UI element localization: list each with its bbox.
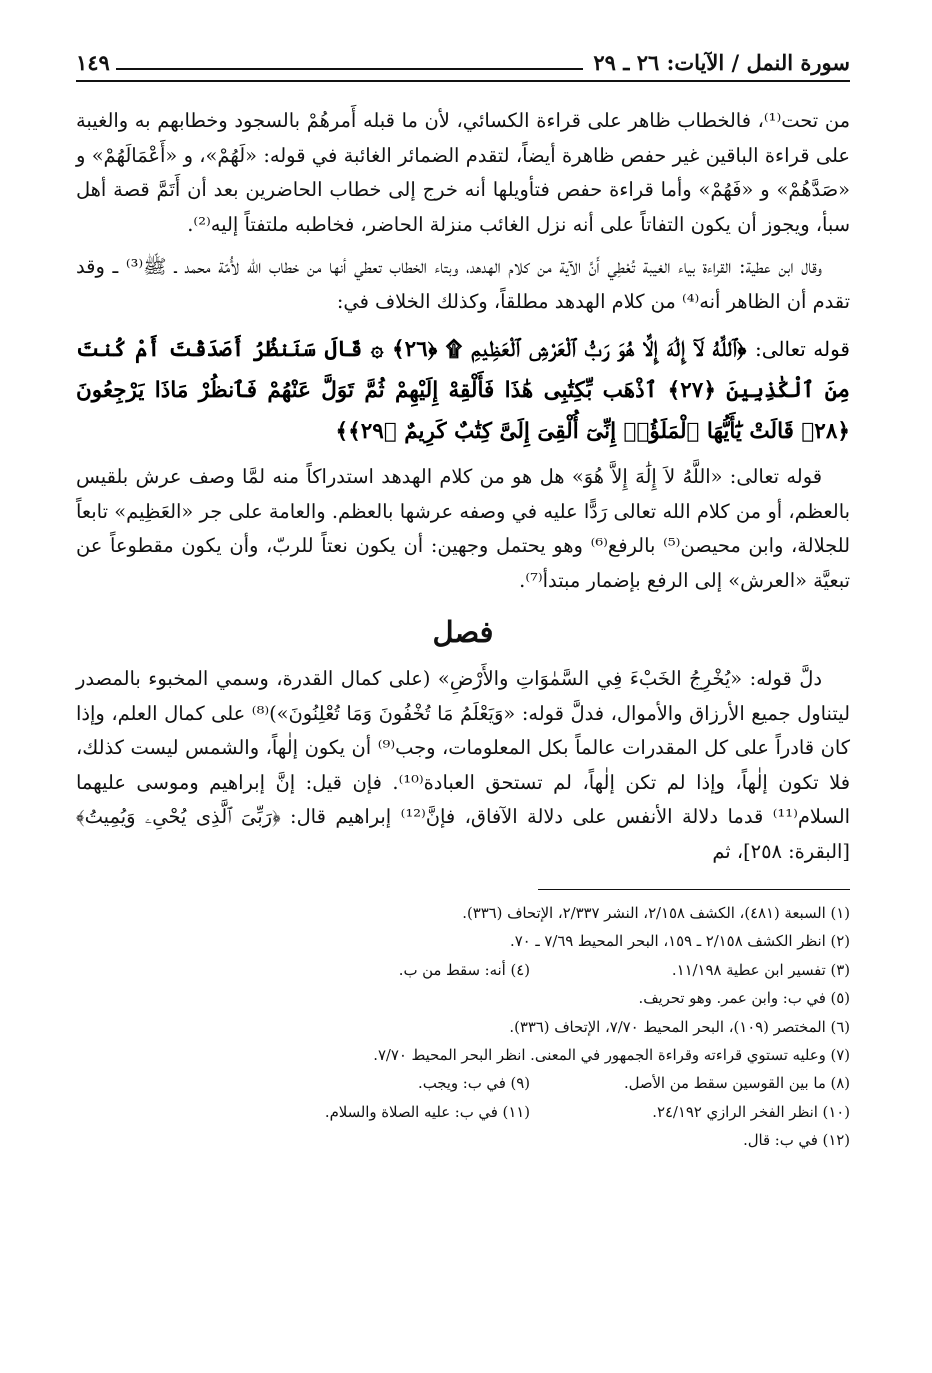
footnotes — [76, 900, 850, 1156]
footnote-separator — [538, 889, 850, 890]
section-heading: فصل — [432, 615, 494, 649]
paragraph-1: من تحت⁽¹⁾، فالخطاب ظاهر على قراءة الكسائي، لأن ما قبله أَمرهُمْ بالسجود وخطابهم به والغيبة على قراءة الباقين غير حفص ظاهرة أيضاً، لتقدم الضمائر الغائبة في قوله: «لَهُمْ»، و «أَعْمَالَهُمْ» و «صَدَّهُمْ» و «فَهُمْ» وأما قراءة حفص فتأويلها أنه خرج إلى خطاب الحاضرين بعد أن أَتَمَّ قصة أهل سبأ، ويجوز أن يكون التفاتاً على أنه نزل الغائب منزلة الحاضر، فخاطبه ملتفتاً إليه⁽²⁾. — [76, 109, 850, 236]
footnote-2: (٢) انظر الكشف ٢/١٥٨ ـ ١٥٩، البحر المحيط ٧/٦٩ ـ ٧٠. — [510, 933, 850, 951]
verse-intro: قوله تعالى: — [755, 337, 850, 361]
page-number: ١٤٩ — [76, 50, 110, 75]
paragraph-commentary: قوله تعالى: «اللَّهُ لاَ إِلَٰهَ إِلاَّ هُوَ» هل هو من كلام الهدهد استدراكاً منه لمَّا وصف عرش بلقيس بالعظم، أو من كلام الله تعالى رَدًّا عليه في وصفه عرشها بالعظم. والعامة على جر «العَظِيم» تابعاً للجلالة، وابن محيصن⁽⁵⁾ بالرفع⁽⁶⁾ وهو يحتمل وجهين: أن يكون نعتاً للربّ، وأن يكون مقطوعاً عن تبعيَّة «العرش» إلى الرفع بإضمار مبتدأ⁽⁷⁾. — [76, 465, 850, 592]
footnote-5: (٥) في ب: وابن عمر. وهو تحريف. — [638, 990, 850, 1008]
header-rule — [116, 68, 584, 70]
footnote-11: (١١) في ب: عليه الصلاة والسلام. — [324, 1103, 530, 1121]
paragraph-section: دلَّ قوله: «يُخْرِجُ الخَبْءَ فِي السَّمٰوَاتِ والأَرْضِ» (على كمال القدرة، وسمي المخبوء بالمصدر ليتناول جميع الأرزاق والأموال، فدلَّ قوله: «وَيَعْلَمُ مَا تُخْفُونَ وَمَا تُعْلِنُونَ»)⁽⁸⁾ على كمال العلم، وإذا كان قادراً على كل المقدرات عالماً بكل المعلومات، وجب⁽⁹⁾ أن يكون إلٰهاً، والشمس ليست كذلك، فلا تكون إلٰهاً، وإذا لم تكن إلٰهاً، لم تستحق العبادة⁽¹⁰⁾. فإن قيل: إنَّ إبراهيم وموسى عليهما السلام⁽¹¹⁾ قدما دلالة الأنفس على دلالة الآفاق، فإنَّ⁽¹²⁾ إبراهيم قال: ﴿رَبِّىَ ٱلَّذِى يُحْىِۦ وَيُمِيتُ﴾ [البقرة: ٢٥٨]، ثم — [76, 667, 851, 863]
header-title: سورة النمل / الآيات: ٢٦ ـ ٢٩ — [593, 50, 850, 75]
footnote-8: (٨) ما بين القوسين سقط من الأصل. — [623, 1075, 850, 1093]
footnote-6: (٦) المختصر (١٠٩)، البحر المحيط ٧/٧٠، الإتحاف (٣٣٦). — [509, 1018, 850, 1036]
quran-verse: ﴿ٱللَّهُ لَآ إِلَٰهَ إِلَّا هُوَ رَبُّ ٱلْعَرْشِ ٱلْعَظِيمِ ۩ ﴿٢٦﴾ ۞ قَالَ سَنَنظُرُ أَصَدَقْتَ أَمْ كُنتَ مِنَ ٱلْكَٰذِبِينَ ﴿٢٧﴾ ٱذْهَب بِّكِتَٰبِى هَٰذَا فَأَلْقِهْ إِلَيْهِمْ ثُمَّ تَوَلَّ عَنْهُمْ فَٱنظُرْ مَاذَا يَرْجِعُونَ ﴿٢٨﴾ قَالَتْ يَٰٓأَيُّهَا ٱلْمَلَؤُا۟ إِنِّىٓ أُلْقِىَ إِلَىَّ كِتَٰبٌ كَرِيمٌ ﴿٢٩﴾﴾ — [76, 337, 850, 444]
footnote-7: (٧) وعليه تستوي قراءته وقراءة الجمهور في المعنى. انظر البحر المحيط ٧/٧٠. — [373, 1047, 850, 1065]
footnote-row — [76, 1070, 850, 1098]
footnote-9: (٩) في ب: ويجب. — [418, 1075, 530, 1093]
footnote-1: (١) السبعة (٤٨١)، الكشف ٢/١٥٨، النشر ٢/٣٣٧، الإتحاف (٣٣٦). — [462, 905, 850, 922]
footnote-3: (٣) تفسير ابن عطية ١١/١٩٨. — [671, 961, 850, 979]
main-text — [76, 104, 850, 869]
footnote-10: (١٠) انظر الفخر الرازي ٢٤/١٩٢. — [652, 1103, 850, 1121]
quran-verse-block — [76, 329, 850, 452]
running-header — [76, 48, 850, 82]
paragraph-2: وقال ابن عطية: القراءة بياء الغيبة تُعْطِي أَنَّ الآية من كلام الهدهد، وبتاء الخطاب تعطي أنها من خطاب الله لأُمّة محمد ـ ﷺ⁽³⁾ ـ وقد تقدم أن الظاهر أنه⁽⁴⁾ من كلام الهدهد مطلقاً، وكذلك الخلاف في: — [76, 255, 850, 313]
footnote-4: (٤) أنه: سقط من ب. — [398, 961, 530, 979]
footnote-row — [76, 957, 850, 985]
footnote-12: (١٢) في ب: قال. — [743, 1132, 850, 1150]
footnote-row — [76, 1099, 850, 1127]
